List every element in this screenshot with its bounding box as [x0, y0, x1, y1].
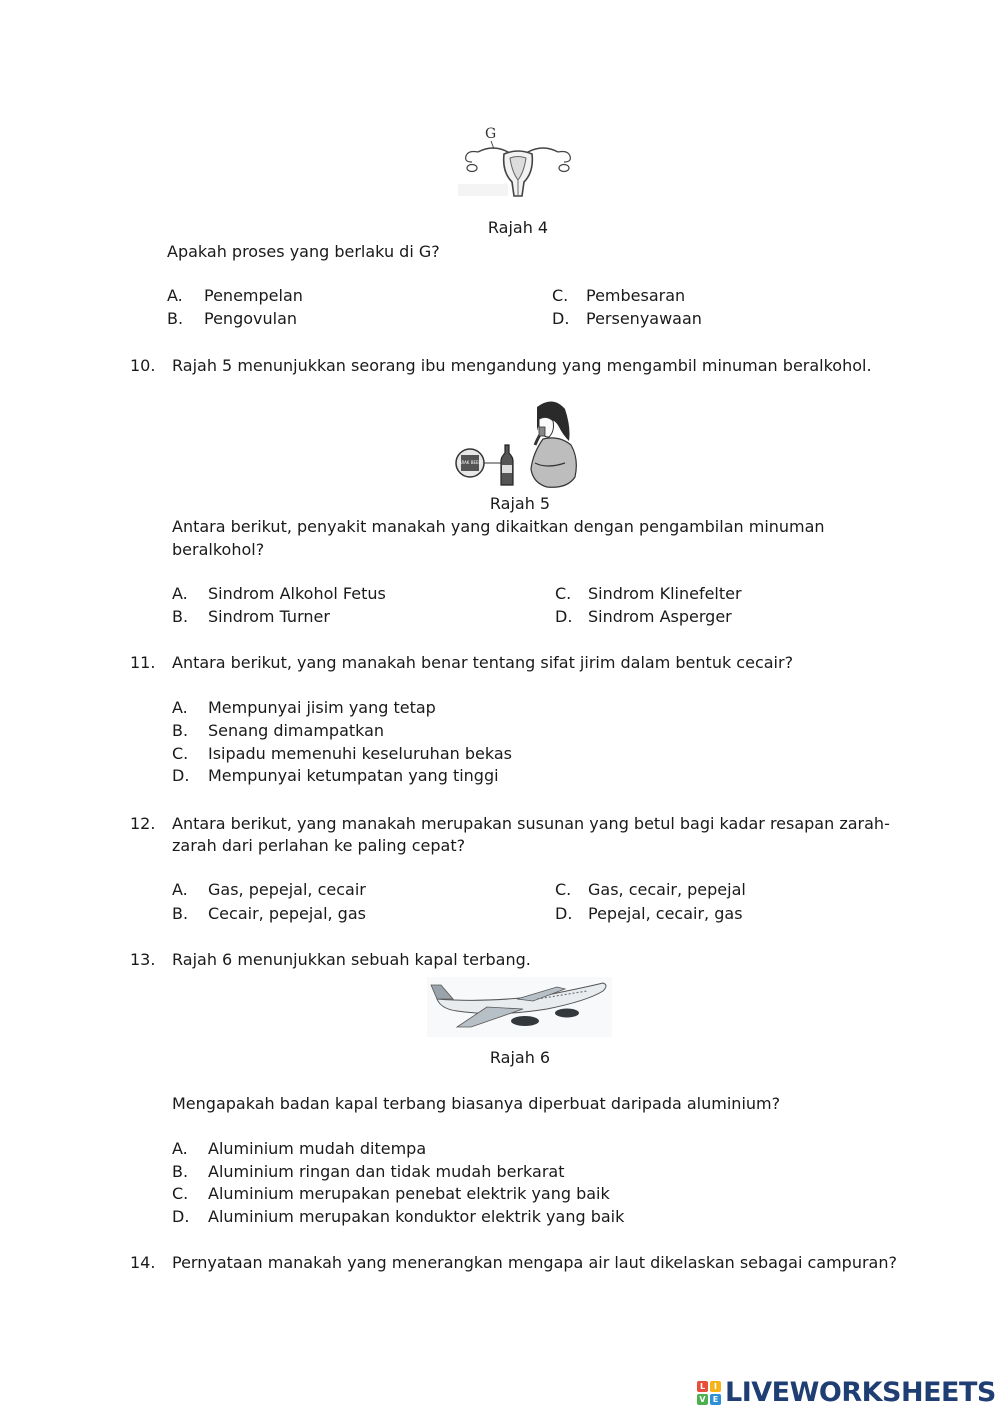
q9-option-c[interactable]: Pembesaran — [586, 286, 686, 305]
q11-option-d-letter: D. — [172, 766, 190, 785]
q11-option-c[interactable]: Isipadu memenuhi keseluruhan bekas — [208, 744, 512, 763]
q9-option-d-letter: D. — [552, 309, 570, 328]
q11-number: 11. — [130, 653, 156, 672]
q14-number: 14. — [130, 1253, 156, 1272]
q11-option-d[interactable]: Mempunyai ketumpatan yang tinggi — [208, 766, 499, 785]
q11-option-b[interactable]: Senang dimampatkan — [208, 721, 385, 740]
q12-option-c-letter: C. — [555, 880, 572, 899]
q10-question-line2: beralkohol? — [172, 540, 265, 559]
q13-option-a[interactable]: Aluminium mudah ditempa — [208, 1139, 427, 1158]
q13-option-c[interactable]: Aluminium merupakan penebat elektrik yang baik — [208, 1184, 610, 1203]
q11-option-a[interactable]: Mempunyai jisim yang tetap — [208, 698, 436, 717]
q13-number: 13. — [130, 950, 156, 969]
q12-option-a[interactable]: Gas, pepejal, cecair — [208, 880, 366, 899]
q11-option-a-letter: A. — [172, 698, 188, 717]
q10-option-d-letter: D. — [555, 607, 573, 626]
q13-question: Mengapakah badan kapal terbang biasanya diperbuat daripada aluminium? — [172, 1094, 781, 1113]
q10-option-b[interactable]: Sindrom Turner — [208, 607, 330, 626]
q9-stem: Apakah proses yang berlaku di G? — [167, 242, 440, 261]
q13-option-a-letter: A. — [172, 1139, 188, 1158]
q14-stem: Pernyataan manakah yang menerangkan mengapa air laut dikelaskan sebagai campuran? — [172, 1253, 897, 1272]
q10-option-c-letter: C. — [555, 584, 572, 603]
liveworksheets-logo[interactable] — [697, 1378, 996, 1408]
q12-option-d-letter: D. — [555, 904, 573, 923]
q10-option-a[interactable]: Sindrom Alkohol Fetus — [208, 584, 386, 603]
q10-number: 10. — [130, 356, 156, 375]
q12-option-a-letter: A. — [172, 880, 188, 899]
figure6-caption: Rajah 6 — [489, 1048, 551, 1067]
q10-option-c[interactable]: Sindrom Klinefelter — [588, 584, 742, 603]
q12-number: 12. — [130, 814, 156, 833]
logo-tile-l: L — [697, 1381, 708, 1392]
uterus-diagram — [458, 122, 578, 217]
q13-option-b[interactable]: Aluminium ringan dan tidak mudah berkarat — [208, 1162, 565, 1181]
q9-option-b-letter: B. — [167, 309, 184, 328]
q9-option-a-letter: A. — [167, 286, 183, 305]
q13-stem: Rajah 6 menunjukkan sebuah kapal terbang. — [172, 950, 531, 969]
q13-option-b-letter: B. — [172, 1162, 189, 1181]
logo-tile-e: E — [710, 1394, 721, 1405]
q13-option-d-letter: D. — [172, 1207, 190, 1226]
uterus-label-g: G — [485, 126, 497, 142]
airplane-illustration — [427, 977, 612, 1037]
q12-stem-line2: zarah dari perlahan ke paling cepat? — [172, 836, 466, 855]
q10-option-d[interactable]: Sindrom Asperger — [588, 607, 732, 626]
pregnant-woman-drinking-illustration — [455, 397, 585, 489]
q10-option-a-letter: A. — [172, 584, 188, 603]
logo-wordmark: LIVEWORKSHEETS — [725, 1377, 996, 1408]
q12-option-d[interactable]: Pepejal, cecair, gas — [588, 904, 743, 923]
logo-tile-i: I — [710, 1381, 721, 1392]
figure5-caption: Rajah 5 — [489, 494, 551, 513]
q12-option-c[interactable]: Gas, cecair, pepejal — [588, 880, 746, 899]
logo-tile-v: V — [697, 1394, 708, 1405]
q9-option-b[interactable]: Pengovulan — [204, 309, 298, 328]
beer-sign-label: ARAK BEER — [458, 460, 482, 465]
q13-option-d[interactable]: Aluminium merupakan konduktor elektrik yang baik — [208, 1207, 625, 1226]
q10-question-line1: Antara berikut, penyakit manakah yang dikaitkan dengan pengambilan minuman — [172, 517, 825, 536]
q12-option-b[interactable]: Cecair, pepejal, gas — [208, 904, 366, 923]
logo-mark-icon — [697, 1381, 721, 1405]
q10-stem: Rajah 5 menunjukkan seorang ibu mengandung yang mengambil minuman beralkohol. — [172, 356, 872, 375]
q9-option-c-letter: C. — [552, 286, 569, 305]
q11-stem: Antara berikut, yang manakah benar tentang sifat jirim dalam bentuk cecair? — [172, 653, 794, 672]
q9-option-a[interactable]: Penempelan — [204, 286, 303, 305]
q12-option-b-letter: B. — [172, 904, 189, 923]
q10-option-b-letter: B. — [172, 607, 189, 626]
q12-stem-line1: Antara berikut, yang manakah merupakan susunan yang betul bagi kadar resapan zarah- — [172, 814, 890, 833]
figure4-caption: Rajah 4 — [487, 218, 549, 237]
q13-option-c-letter: C. — [172, 1184, 189, 1203]
q11-option-c-letter: C. — [172, 744, 189, 763]
q9-option-d[interactable]: Persenyawaan — [586, 309, 702, 328]
q11-option-b-letter: B. — [172, 721, 189, 740]
